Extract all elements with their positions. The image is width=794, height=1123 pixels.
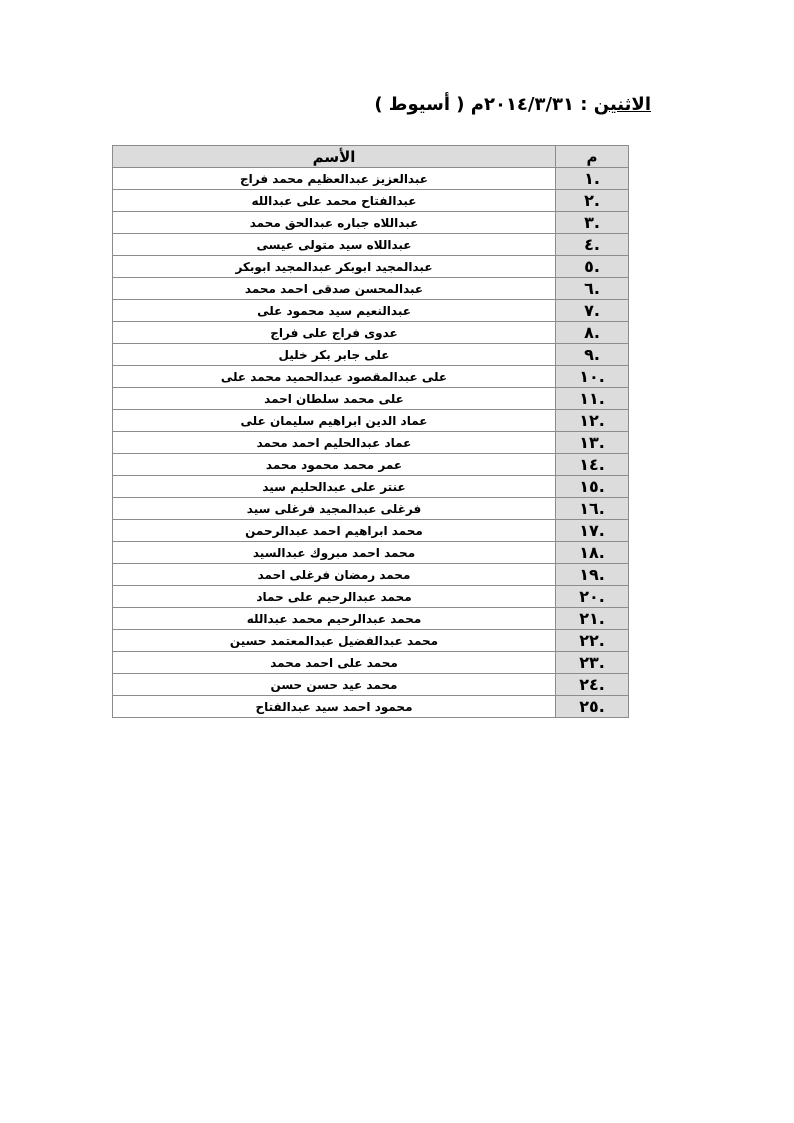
- table-row: [113, 696, 629, 718]
- table-row: [113, 520, 629, 542]
- row-name: محمد عبدالرحيم محمد عبدالله: [113, 608, 556, 630]
- row-number: .٢١: [556, 608, 629, 630]
- row-number: .١٧: [556, 520, 629, 542]
- row-name: عمر محمد محمود محمد: [113, 454, 556, 476]
- table-row: [113, 344, 629, 366]
- header-number: م: [556, 146, 629, 168]
- row-number: .٨: [556, 322, 629, 344]
- table-row: [113, 190, 629, 212]
- row-number: .١٠: [556, 366, 629, 388]
- table-row: [113, 366, 629, 388]
- row-name: على عبدالمقصود عبدالحميد محمد على: [113, 366, 556, 388]
- table-row: [113, 498, 629, 520]
- row-name: عدوى فراج على فراج: [113, 322, 556, 344]
- table-row: [113, 322, 629, 344]
- page-heading: [374, 94, 651, 115]
- row-number: .١١: [556, 388, 629, 410]
- table-row: [113, 608, 629, 630]
- row-name: عماد الدين ابراهيم سليمان على: [113, 410, 556, 432]
- row-name: محمد عيد حسن حسن: [113, 674, 556, 696]
- heading-colon: :: [574, 94, 594, 115]
- row-number: .٢٥: [556, 696, 629, 718]
- row-name: عماد عبدالحليم احمد محمد: [113, 432, 556, 454]
- table-row: [113, 454, 629, 476]
- row-number: .٩: [556, 344, 629, 366]
- row-number: .١٢: [556, 410, 629, 432]
- row-number: .١٩: [556, 564, 629, 586]
- header-name: الأسم: [113, 146, 556, 168]
- table-header-row: [113, 146, 629, 168]
- row-name: عبداللاه جباره عبدالحق محمد: [113, 212, 556, 234]
- table-body: [113, 168, 629, 718]
- table-row: [113, 652, 629, 674]
- row-number: .٣: [556, 212, 629, 234]
- row-name: محمد احمد مبروك عبدالسيد: [113, 542, 556, 564]
- row-number: .١٣: [556, 432, 629, 454]
- row-number: .٢: [556, 190, 629, 212]
- row-name: على محمد سلطان احمد: [113, 388, 556, 410]
- row-name: عنتر على عبدالحليم سيد: [113, 476, 556, 498]
- row-name: عبدالمحسن صدقى احمد محمد: [113, 278, 556, 300]
- table-row: [113, 674, 629, 696]
- row-number: .١: [556, 168, 629, 190]
- table-row: [113, 212, 629, 234]
- table-row: [113, 564, 629, 586]
- table-row: [113, 432, 629, 454]
- table-row: [113, 388, 629, 410]
- table-row: [113, 542, 629, 564]
- heading-date-place: ٢٠١٤/٣/٣١م ( أسيوط ): [374, 94, 575, 115]
- table-row: [113, 476, 629, 498]
- names-table: [112, 145, 629, 718]
- table-row: [113, 586, 629, 608]
- row-number: .٥: [556, 256, 629, 278]
- heading-day: الاثنين: [593, 94, 651, 115]
- row-name: محمد عبدالرحيم على حماد: [113, 586, 556, 608]
- table-row: [113, 278, 629, 300]
- row-name: محمد رمضان فرغلى احمد: [113, 564, 556, 586]
- row-number: .٢٤: [556, 674, 629, 696]
- row-number: .١٥: [556, 476, 629, 498]
- row-number: .٢٠: [556, 586, 629, 608]
- row-name: عبدالفتاح محمد على عبدالله: [113, 190, 556, 212]
- row-name: محمد على احمد محمد: [113, 652, 556, 674]
- table-row: [113, 234, 629, 256]
- row-name: فرغلى عبدالمجيد فرغلى سيد: [113, 498, 556, 520]
- row-name: عبدالعزيز عبدالعظيم محمد فراج: [113, 168, 556, 190]
- row-number: .٢٢: [556, 630, 629, 652]
- row-number: .٦: [556, 278, 629, 300]
- table-row: [113, 256, 629, 278]
- row-number: .١٦: [556, 498, 629, 520]
- table-row: [113, 410, 629, 432]
- table-row: [113, 168, 629, 190]
- row-name: محمد ابراهيم احمد عبدالرحمن: [113, 520, 556, 542]
- row-name: عبدالنعيم سيد محمود على: [113, 300, 556, 322]
- row-number: .٢٣: [556, 652, 629, 674]
- row-number: .٧: [556, 300, 629, 322]
- row-name: محمود احمد سيد عبدالفتاح: [113, 696, 556, 718]
- row-name: محمد عبدالفضيل عبدالمعتمد حسين: [113, 630, 556, 652]
- row-number: .١٨: [556, 542, 629, 564]
- table-row: [113, 630, 629, 652]
- row-name: على جابر بكر خليل: [113, 344, 556, 366]
- table-row: [113, 300, 629, 322]
- row-name: عبدالمجيد ابوبكر عبدالمجيد ابوبكر: [113, 256, 556, 278]
- row-number: .٤: [556, 234, 629, 256]
- row-name: عبداللاه سيد متولى عيسى: [113, 234, 556, 256]
- row-number: .١٤: [556, 454, 629, 476]
